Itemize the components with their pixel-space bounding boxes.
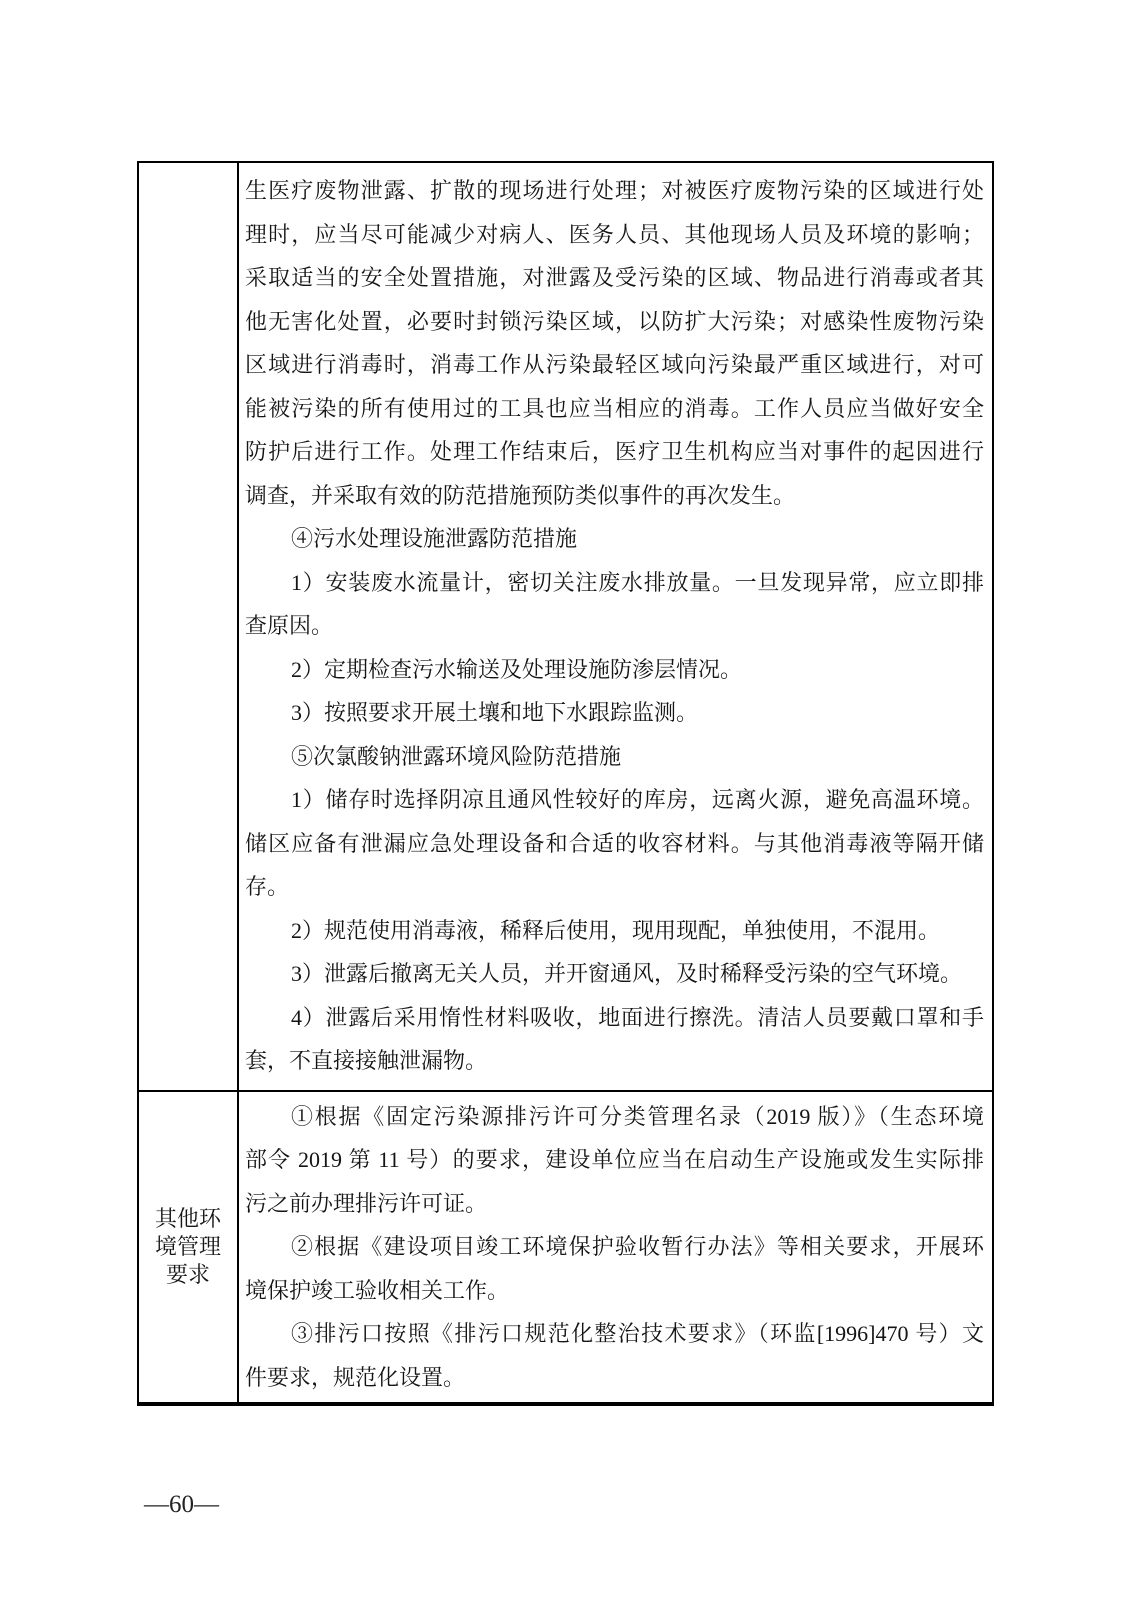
text-line: 储区应备有泄漏应急处理设备和合适的收容材料。与其他消毒液等隔开储 xyxy=(245,830,984,856)
text-line: 采取适当的安全处置措施，对泄露及受污染的区域、物品进行消毒或者其 xyxy=(245,265,984,290)
text-line: 境保护竣工验收相关工作。 xyxy=(245,1277,510,1303)
text-line: 3）按照要求开展土壤和地下水跟踪监测。 xyxy=(291,700,699,725)
text-line: 生医疗废物泄露、扩散的现场进行处理；对被医疗废物污染的区域进行处 xyxy=(245,178,984,203)
text-line: 能被污染的所有使用过的工具也应当相应的消毒。工作人员应当做好安全 xyxy=(245,395,984,421)
text-line: 件要求，规范化设置。 xyxy=(245,1364,466,1390)
text-line: 他无害化处置，必要时封锁污染区域，以防扩大污染；对感染性废物污染 xyxy=(245,308,984,334)
environmental-requirements-table xyxy=(137,161,994,1406)
row-content-cell xyxy=(239,163,992,1090)
text-line: ⑤次氯酸钠泄露环境风险防范措施 xyxy=(291,743,622,769)
text-line: 防护后进行工作。处理工作结束后，医疗卫生机构应当对事件的起因进行 xyxy=(245,439,984,464)
row-header-line: 要求 xyxy=(165,1261,210,1287)
row-header-cell xyxy=(139,1092,239,1403)
table-row-other-env-management xyxy=(139,1090,992,1403)
text-line: 2）规范使用消毒液，稀释后使用，现用现配，单独使用，不混用。 xyxy=(291,917,941,943)
text-line: ④污水处理设施泄露防范措施 xyxy=(291,526,578,551)
text-line: 存。 xyxy=(245,874,290,899)
text-line: 污之前办理排污许可证。 xyxy=(245,1190,488,1216)
text-line: 理时，应当尽可能减少对病人、医务人员、其他现场人员及环境的影响； xyxy=(245,221,984,247)
row-header-line: 其他环 xyxy=(154,1205,221,1231)
row-header-cell-empty xyxy=(139,163,239,1090)
table-row-continuation xyxy=(139,163,992,1090)
row-header-line: 境管理 xyxy=(154,1233,221,1259)
text-line: 4）泄露后采用惰性材料吸收，地面进行擦洗。清洁人员要戴口罩和手 xyxy=(291,1004,984,1030)
text-line: 1）安装废水流量计，密切关注废水排放量。一旦发现异常，应立即排 xyxy=(291,569,984,595)
text-line: 区域进行消毒时，消毒工作从污染最轻区域向污染最严重区域进行，对可 xyxy=(245,352,984,377)
text-line: ③排污口按照《排污口规范化整治技术要求》（环监[1996]470 号）文 xyxy=(291,1321,984,1346)
text-line: 调查，并采取有效的防范措施预防类似事件的再次发生。 xyxy=(245,482,796,508)
page-number: —60— xyxy=(144,1491,219,1518)
text-line: 套，不直接接触泄漏物。 xyxy=(245,1048,488,1073)
text-line: 3）泄露后撤离无关人员，并开窗通风，及时稀释受污染的空气环境。 xyxy=(291,961,963,986)
text-line: ①根据《固定污染源排污许可分类管理名录（2019 版）》（生态环境 xyxy=(291,1103,984,1129)
text-line: 查原因。 xyxy=(245,613,334,638)
text-line: 1）储存时选择阴凉且通风性较好的库房，远离火源，避免高温环境。 xyxy=(291,787,984,812)
text-line: 部令 2019 第 11 号）的要求，建设单位应当在启动生产设施或发生实际排 xyxy=(245,1147,984,1172)
text-line: 2）定期检查污水输送及处理设施防渗层情况。 xyxy=(291,656,743,682)
row-content-cell xyxy=(239,1092,992,1403)
text-line: ②根据《建设项目竣工环境保护验收暂行办法》等相关要求，开展环 xyxy=(291,1234,984,1259)
